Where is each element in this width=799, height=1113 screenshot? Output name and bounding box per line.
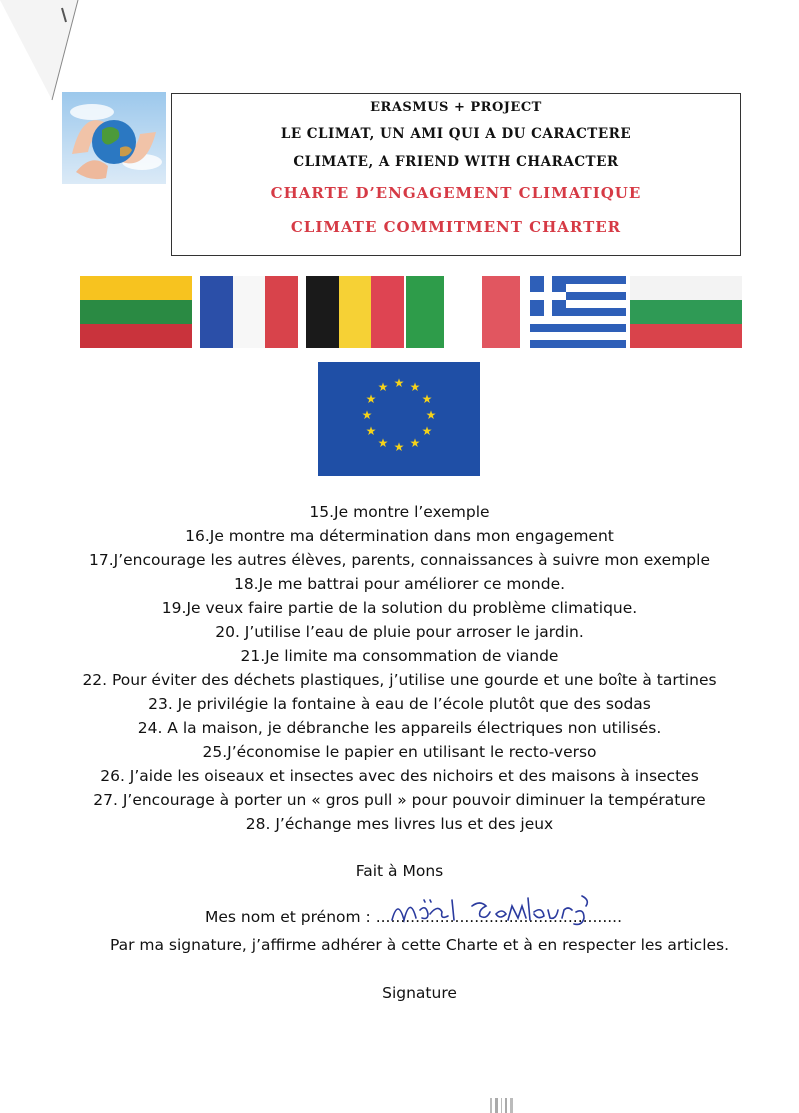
handwritten-name	[368, 890, 638, 930]
article-26: 26. J’aide les oiseaux et insectes avec des nichoirs et des maisons à insectes	[100, 767, 699, 785]
header-box	[171, 93, 741, 256]
svg-text:★: ★	[377, 380, 389, 394]
article-20: 20. J’utilise l’eau de pluie pour arroser le jardin.	[215, 623, 584, 641]
article-24: 24. A la maison, je débranche les appareils électriques non utilisés.	[137, 719, 662, 737]
svg-text:★: ★	[377, 436, 389, 450]
article-16: 16.Je montre ma détermination dans mon engagement	[185, 527, 614, 545]
charter-articles	[0, 500, 799, 836]
affirmation-text: Par ma signature, j’affirme adhérer à cette Charte et à en respecter les articles.	[109, 936, 730, 954]
place-line: Fait à Mons	[355, 862, 444, 880]
french-subtitle: LE CLIMAT, UN AMI QUI A DU CARACTERE	[280, 126, 632, 142]
svg-text:★: ★	[365, 424, 377, 438]
svg-text:★: ★	[393, 376, 405, 390]
article-17: 17.J’encourage les autres élèves, parents, connaissances à suivre mon exemple	[89, 551, 710, 569]
spain-flag	[484, 276, 520, 348]
greece-flag	[530, 276, 626, 348]
charter-title-en: CLIMATE COMMITMENT CHARTER	[290, 218, 622, 236]
article-15: 15.Je montre l’exemple	[309, 503, 490, 521]
eu-flag	[318, 362, 480, 476]
article-27: 27. J’encourage à porter un « gros pull » pour pouvoir diminuer la température	[93, 791, 706, 809]
lithuania-flag	[80, 276, 192, 348]
article-22: 22. Pour éviter des déchets plastiques, j’utilise une gourde et une boîte à tartines	[82, 671, 717, 689]
svg-text:★: ★	[425, 408, 437, 422]
france-flag	[200, 276, 298, 348]
svg-text:★: ★	[409, 380, 421, 394]
english-subtitle: CLIMATE, A FRIEND WITH CHARACTER	[293, 154, 619, 170]
article-25: 25.J’économise le papier en utilisant le recto-verso	[202, 743, 597, 761]
article-19: 19.Je veux faire partie de la solution du problème climatique.	[161, 599, 638, 617]
svg-text:★: ★	[409, 436, 421, 450]
svg-text:★: ★	[421, 392, 433, 406]
svg-text:★: ★	[421, 424, 433, 438]
svg-text:★: ★	[361, 408, 373, 422]
project-title: ERASMUS + PROJECT	[370, 100, 542, 115]
article-23: 23. Je privilégie la fontaine à eau de l’école plutôt que des sodas	[148, 695, 651, 713]
article-21: 21.Je limite ma consommation de viande	[240, 647, 559, 665]
belgium-flag	[306, 276, 404, 348]
scan-mark	[486, 1098, 526, 1113]
flags-row	[0, 276, 799, 348]
bulgaria-flag	[630, 276, 742, 348]
name-dotted-line: ..................................................	[375, 908, 623, 926]
earth-in-hands-logo	[62, 92, 166, 184]
svg-text:★: ★	[393, 440, 405, 454]
charter-title-fr: CHARTE D’ENGAGEMENT CLIMATIQUE	[270, 184, 642, 202]
article-18: 18.Je me battrai pour améliorer ce monde.	[233, 575, 566, 593]
svg-text:★: ★	[365, 392, 377, 406]
signature-label: Signature	[382, 984, 457, 1002]
name-label: Mes nom et prénom :	[205, 908, 376, 926]
article-28: 28. J’échange mes livres lus et des jeux	[245, 815, 554, 833]
